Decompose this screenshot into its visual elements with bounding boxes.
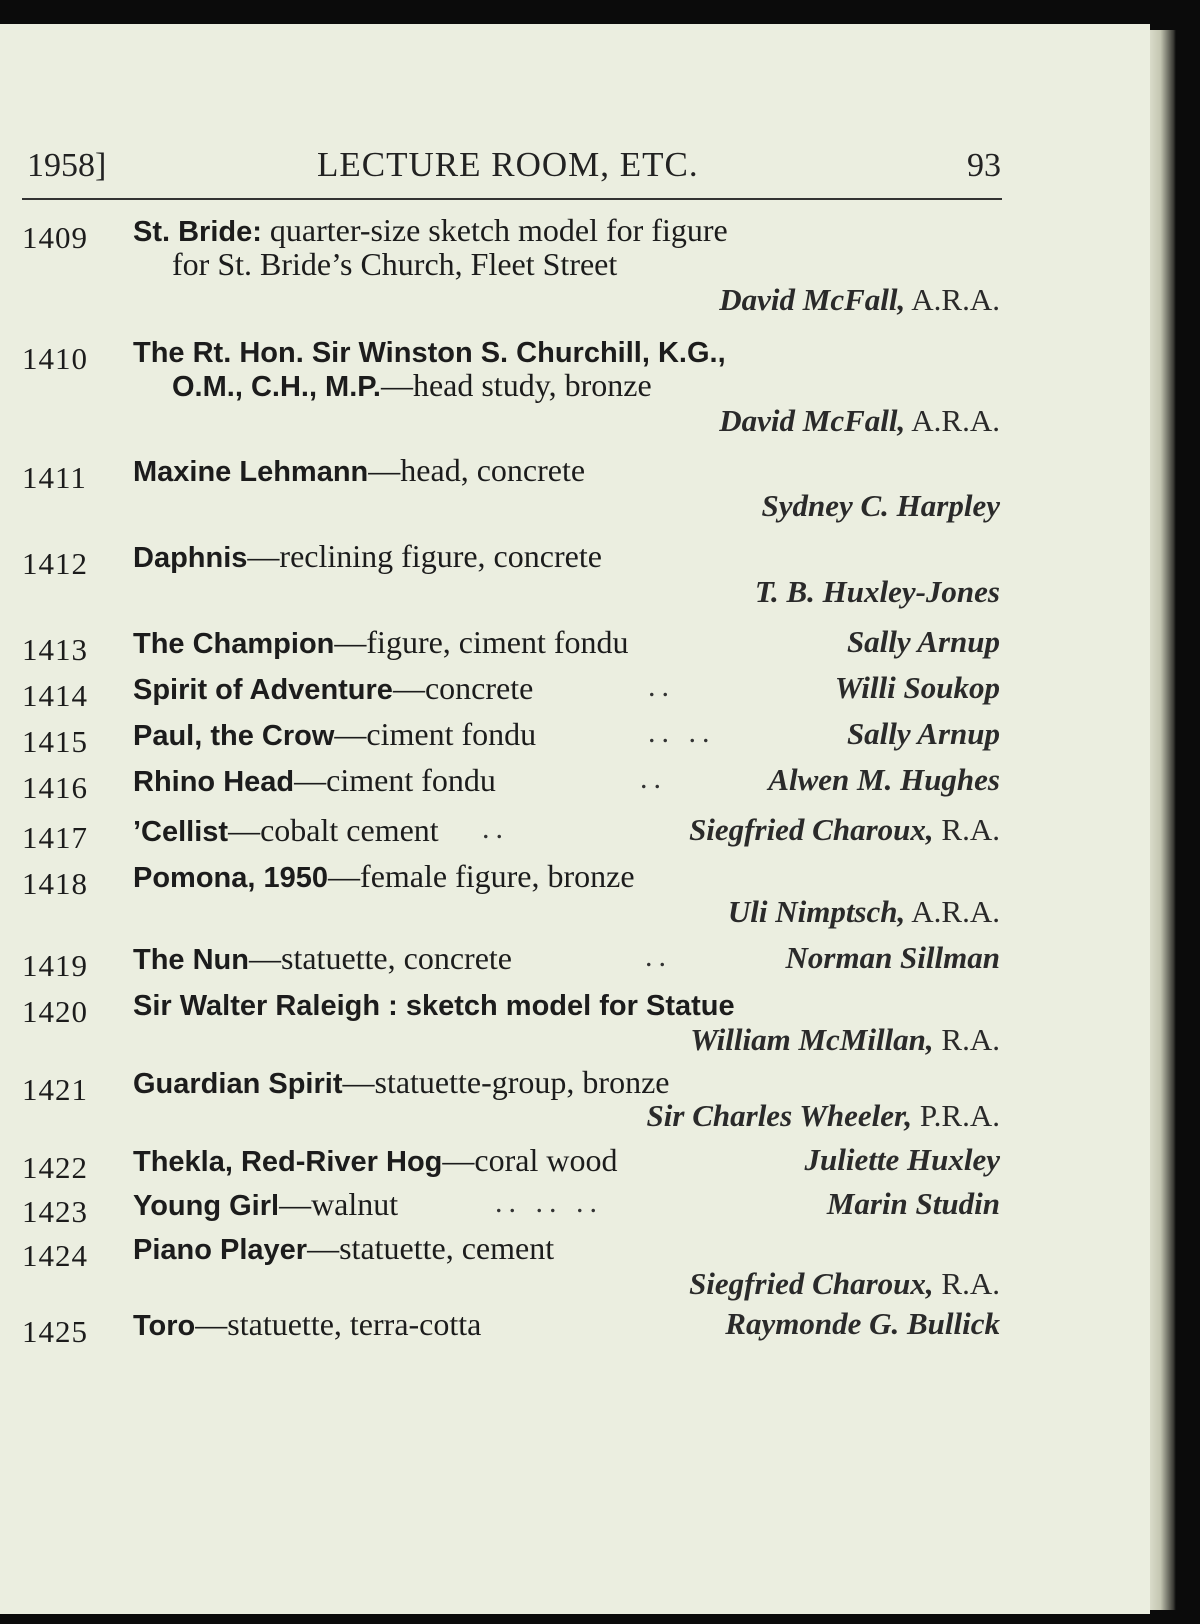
- entry-title: Maxine Lehmann: [133, 456, 369, 488]
- artist-honours: R.A.: [933, 1266, 1000, 1301]
- entry-description: —head, concrete: [368, 452, 586, 488]
- entry-description: —statuette, cement: [307, 1230, 555, 1266]
- page-number: 93: [967, 147, 1001, 184]
- entry-title: ’Cellist: [133, 816, 229, 848]
- artist-name: Norman Sillman: [785, 940, 1000, 975]
- entry-number: 1420: [22, 994, 88, 1029]
- entry-artist: [725, 1306, 1000, 1342]
- entry-title: Toro: [133, 1310, 196, 1342]
- entry-description: quarter-size sketch model for figure: [261, 212, 728, 248]
- entry-description: —coral wood: [442, 1142, 618, 1178]
- entry-number: 1411: [22, 460, 87, 495]
- entry-title: Young Girl: [133, 1190, 280, 1222]
- artist-name: Raymonde G. Bullick: [725, 1306, 1000, 1341]
- artist-name: Sydney C. Harpley: [761, 488, 1000, 523]
- running-head: [22, 135, 1002, 185]
- entry-artist: [689, 812, 1000, 848]
- entry-artist: [847, 716, 1000, 752]
- entry-artist: [805, 1142, 1000, 1178]
- entry-number: 1425: [22, 1314, 88, 1349]
- entry-title: The Rt. Hon. Sir Winston S. Churchill, K.G.,: [133, 337, 726, 369]
- entry-artist: [827, 1186, 1000, 1222]
- artist-name: T. B. Huxley-Jones: [754, 574, 1000, 609]
- entry-continuation: —head study, bronze: [380, 367, 652, 403]
- artist-name: Alwen M. Hughes: [768, 762, 1000, 797]
- entry-artist: [768, 762, 1000, 798]
- entry-description: —ciment fondu: [334, 716, 537, 752]
- entry-number: 1415: [22, 724, 88, 759]
- entry-artist: [647, 1098, 1000, 1134]
- entry-description: —statuette, concrete: [249, 940, 512, 976]
- artist-name: Sally Arnup: [846, 716, 1000, 751]
- artist-name: Sir Charles Wheeler,: [646, 1098, 913, 1133]
- entry-number: 1421: [22, 1072, 88, 1107]
- entry-artist: [762, 488, 1001, 524]
- artist-honours: A.R.A.: [905, 403, 1000, 438]
- artist-honours: R.A.: [933, 1022, 1000, 1057]
- entry-artist: [755, 574, 1000, 610]
- header-year: 1958]: [27, 147, 107, 184]
- page-edge: [1150, 30, 1176, 1610]
- artist-honours: A.R.A.: [905, 282, 1000, 317]
- artist-name: Marin Studin: [826, 1186, 1000, 1221]
- entry-description: —walnut: [279, 1186, 399, 1222]
- entry-description: —statuette-group, bronze: [342, 1064, 670, 1100]
- artist-name: David McFall,: [719, 282, 906, 317]
- entry-description: —cobalt cement: [228, 812, 439, 848]
- entry-number: 1422: [22, 1150, 88, 1185]
- entry-artist: [786, 940, 1001, 976]
- leader-dots: ..: [482, 812, 509, 845]
- entry-number: 1412: [22, 546, 88, 581]
- entry-title: Sir Walter Raleigh : sketch model for Statue: [133, 990, 735, 1022]
- entry-title: Rhino Head: [133, 766, 295, 798]
- entry-continuation: for St. Bride’s Church, Fleet Street: [172, 246, 618, 282]
- entry-title: Guardian Spirit: [133, 1068, 343, 1100]
- entry-title: Spirit of Adventure: [133, 674, 393, 706]
- leader-dots: ..: [645, 940, 672, 973]
- entry-description: —reclining figure, concrete: [247, 538, 602, 574]
- entry-number: 1419: [22, 948, 88, 983]
- entry-artist: [719, 282, 1000, 318]
- entry-artist: [719, 403, 1000, 439]
- entry-title: Thekla, Red-River Hog: [133, 1146, 443, 1178]
- artist-name: Siegfried Charoux,: [689, 1266, 934, 1301]
- entry-number: 1410: [22, 341, 88, 376]
- entry-number: 1416: [22, 770, 88, 805]
- entry-number: 1409: [22, 220, 88, 255]
- entry-number: 1417: [22, 820, 88, 855]
- leader-dots: .. ..: [648, 716, 716, 749]
- entry-artist: [835, 670, 1000, 706]
- entry-number: 1414: [22, 678, 88, 713]
- entry-artist: [689, 1266, 1000, 1302]
- artist-honours: A.R.A.: [905, 894, 1000, 929]
- entry-title: Paul, the Crow: [133, 720, 335, 752]
- entry-title: St. Bride:: [133, 216, 262, 248]
- entry-artist: [847, 624, 1000, 660]
- entry-continuation-title: O.M., C.H., M.P.: [172, 371, 381, 403]
- artist-name: Siegfried Charoux,: [689, 812, 934, 847]
- entry-title: The Champion: [133, 628, 335, 660]
- entry-title: The Nun: [133, 944, 249, 976]
- entry-title: Pomona, 1950: [133, 862, 329, 894]
- entry-artist: [728, 894, 1000, 930]
- artist-name: Juliette Huxley: [804, 1142, 1000, 1177]
- artist-honours: P.R.A.: [912, 1098, 1000, 1133]
- entry-description: —female figure, bronze: [328, 858, 635, 894]
- entry-number: 1424: [22, 1238, 88, 1273]
- entry-number: 1418: [22, 866, 88, 901]
- leader-dots: .. .. ..: [495, 1186, 603, 1219]
- artist-name: Uli Nimptsch,: [727, 894, 906, 929]
- header-rule: [22, 198, 1002, 200]
- entry-title: Piano Player: [133, 1234, 308, 1266]
- entry-description: —statuette, terra-cotta: [195, 1306, 482, 1342]
- entry-description: —concrete: [392, 670, 534, 706]
- entry-number: 1423: [22, 1194, 88, 1229]
- artist-name: Sally Arnup: [846, 624, 1000, 659]
- artist-name: Willi Soukop: [834, 670, 1000, 705]
- entry-title: Daphnis: [133, 542, 248, 574]
- artist-name: David McFall,: [719, 403, 906, 438]
- leader-dots: ..: [648, 670, 675, 703]
- artist-name: William McMillan,: [690, 1022, 934, 1057]
- entry-artist: [690, 1022, 1000, 1058]
- entry-description: —figure, ciment fondu: [334, 624, 629, 660]
- header-title: LECTURE ROOM, ETC.: [317, 145, 699, 184]
- leader-dots: ..: [640, 762, 667, 795]
- entry-number: 1413: [22, 632, 88, 667]
- entry-description: —ciment fondu: [294, 762, 496, 798]
- artist-honours: R.A.: [933, 812, 1000, 847]
